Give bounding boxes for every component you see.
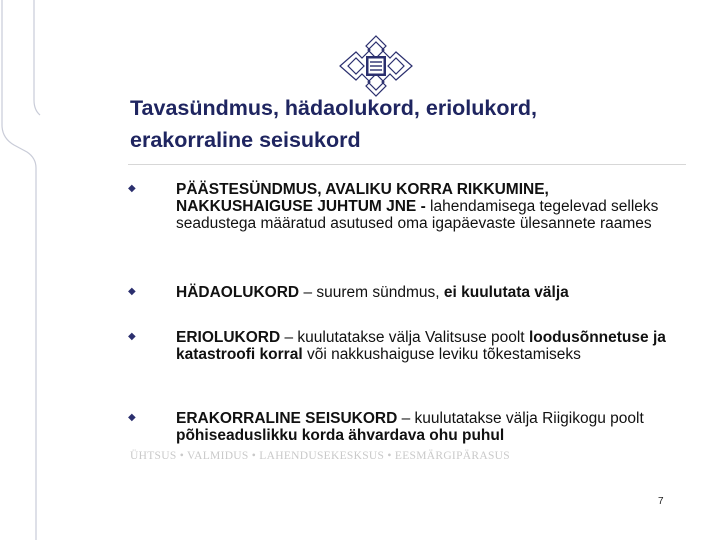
bullet-item-2-text: – suurem sündmus,	[299, 284, 444, 301]
bullet-item-4-bold: ERAKORRALINE SEISUKORD	[176, 410, 398, 427]
title-divider	[128, 164, 686, 165]
bullet-icon: ◆	[128, 183, 136, 194]
bullet-icon: ◆	[128, 286, 136, 297]
bullet-item-3-bold: ERIOLUKORD	[176, 329, 281, 346]
bullet-item-1-text: lahendamisega tegelevad selleks seadustega määratud asutused oma igapäevaste ülesannete raames	[176, 198, 659, 232]
bullet-icon: ◆	[128, 412, 136, 423]
bullet-item-1-bold: PÄÄSTESÜNDMUS, AVALIKU KORRA RIKKUMINE, NAKKUSHAIGUSE JUHTUM JNE -	[176, 181, 549, 215]
bullet-item-2-bold: HÄDAOLUKORD	[176, 284, 300, 301]
bullet-item-2-bold-2: ei kuulutata välja	[443, 284, 569, 301]
motto-watermark: ÜHTSUS • VALMIDUS • LAHENDUSEKESKSUS • EESMÄRGIPÄRASUS	[130, 450, 510, 462]
corner-decoration	[0, 0, 60, 540]
bullet-item-4-bold-2: põhiseaduslikku korda ähvardava ohu puhul	[176, 427, 505, 444]
bullet-item-1	[176, 181, 676, 232]
bullet-item-3-text-2: või nakkushaiguse leviku tõkestamiseks	[302, 346, 581, 363]
slide-title-line-1: Tavasündmus, hädaolukord, eriolukord,	[130, 96, 537, 120]
page-number: 7	[658, 496, 664, 507]
bullet-item-4	[176, 410, 676, 444]
bullet-item-4-text: – kuulutatakse välja Riigikogu poolt	[397, 410, 644, 427]
bullet-icon: ◆	[128, 331, 136, 342]
slide-title	[130, 92, 690, 156]
bullet-item-3-bold-2: loodusõnnetuse ja katastroofi korral	[176, 329, 666, 363]
bullet-item-3-text: – kuulutatakse välja Valitsuse poolt	[280, 329, 529, 346]
slide-title-line-2: erakorraline seisukord	[130, 128, 361, 152]
bullet-item-3	[176, 329, 676, 363]
bullet-item-2	[176, 284, 676, 301]
emblem-logo	[338, 34, 414, 98]
